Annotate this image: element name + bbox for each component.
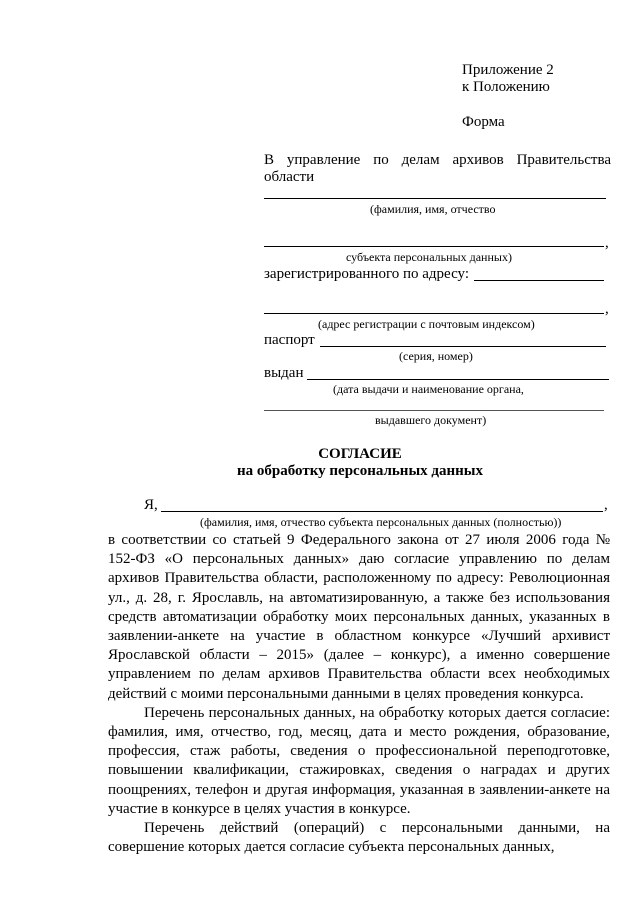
fio-caption: (фамилия, имя, отчество (370, 202, 496, 216)
appendix-label: Приложение 2 (462, 62, 554, 78)
i-comma: , (604, 497, 608, 513)
i-label: Я, (144, 497, 158, 513)
regulation-label: к Положению (462, 79, 550, 95)
addressee-line2: области (264, 169, 315, 185)
consent-paragraph-1: в соответствии со статьей 9 Федерального закона от 27 июля 2006 года № 152-ФЗ «О персональных данных» даю согласие управлению по делам архивов Правительства области, расположенному по адресу: Революционная ул., д. 28, г. Ярославль, на автоматизированную, а также без использования средств автоматизации обработку моих персональных данных, указанных в заявлении-анкете на участие в областном конкурсе «Лучший архивист Ярославской области – 2015» (далее – конкурс), а именно совершение управлением по делам архивов Правительства области всех необходимых действий с моими персональными данными в целях проведения конкурса. (108, 532, 610, 702)
issued-line-2 (264, 410, 604, 411)
address-line-2 (264, 313, 604, 314)
passport-line (320, 346, 606, 347)
i-caption: (фамилия, имя, отчество субъекта персональных данных (полностью)) (200, 515, 562, 529)
consent-paragraph-2: Перечень персональных данных, на обработку которых дается согласие: фамилия, имя, отчество, год, месяц, дата и место рождения, образование, профессия, стаж работы, сведения о профессиональной переподготовке, повышении квалификации, стажировках, сведения о наградах и других поощрениях, телефон и другая информация, указанная в заявлении-анкете на участие в конкурсе в целях участия в конкурсе. (108, 704, 610, 817)
fio-line (264, 198, 606, 199)
addressee-line1: В управление по делам архивов Правительства (264, 152, 611, 168)
issued-caption-2: выдавшего документ) (375, 413, 487, 427)
form-label: Форма (462, 114, 505, 130)
address-caption: (адрес регистрации с почтовым индексом) (318, 317, 535, 331)
passport-label: паспорт (264, 332, 315, 348)
i-line (161, 511, 603, 512)
document-title: СОГЛАСИЕ (318, 446, 402, 462)
issued-label: выдан (264, 365, 304, 381)
fio-comma: , (605, 235, 609, 251)
subject-caption: субъекта персональных данных) (346, 250, 512, 264)
issued-line (307, 379, 609, 380)
consent-body (108, 531, 610, 857)
registered-label: зарегистрированного по адресу: (264, 266, 469, 282)
address-line-1 (474, 280, 604, 281)
passport-caption: (серия, номер) (399, 349, 473, 363)
consent-paragraph-3: Перечень действий (операций) с персональными данными, на совершение которых дается согласие субъекта персональных данных, (108, 820, 610, 856)
document-subtitle: на обработку персональных данных (237, 463, 483, 479)
issued-caption: (дата выдачи и наименование органа, (333, 382, 524, 396)
address-comma: , (605, 301, 609, 317)
fio-line-2 (264, 246, 604, 247)
